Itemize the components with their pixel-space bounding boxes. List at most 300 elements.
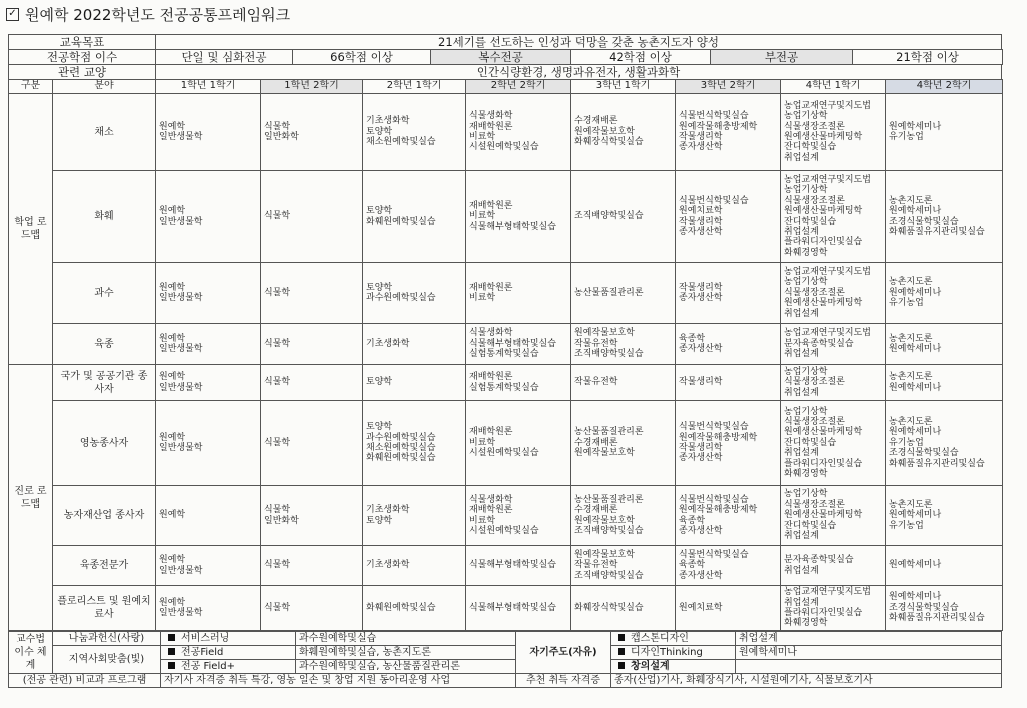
course-name: 원예학세미나 bbox=[889, 560, 942, 571]
course-name: 실험통계학및실습 bbox=[469, 382, 539, 393]
course-name: 식물생장조절론 bbox=[784, 195, 845, 206]
semester-header: 1학년 1학기 bbox=[156, 80, 261, 94]
field-label: 육종 bbox=[53, 324, 156, 365]
course-name: 식물생장조절론 bbox=[784, 499, 845, 510]
course-name: 식물해부형태학및실습 bbox=[469, 602, 556, 613]
course-name: 원예학세미나 bbox=[889, 382, 942, 393]
course-name: 식물해부형태학및실습 bbox=[469, 338, 556, 349]
course-name: 농업기상학 bbox=[784, 111, 828, 122]
course-cell bbox=[363, 546, 466, 586]
roadmap-row bbox=[9, 263, 1003, 324]
course-name: 식물생화학 bbox=[469, 111, 513, 122]
course-name: 식물번식학및실습 bbox=[679, 422, 749, 433]
course-name: 식물번식학및실습 bbox=[679, 195, 749, 206]
course-name: 취업설계 bbox=[784, 597, 819, 608]
course-name: 플라워디자인및실습 bbox=[784, 237, 863, 248]
course-name: 농업기상학 bbox=[784, 366, 828, 377]
course-cell bbox=[261, 401, 363, 486]
course-name: 화훼경영학 bbox=[784, 618, 828, 629]
course-cell bbox=[571, 171, 676, 263]
course-name: 식물학 bbox=[264, 338, 291, 349]
course-cell bbox=[261, 171, 363, 263]
goal-table bbox=[8, 34, 1002, 50]
course-name: 분자육종학및실습 bbox=[784, 555, 854, 566]
course-name: 조경식물학및실습 bbox=[889, 216, 959, 227]
course-name: 잔디학및실습 bbox=[784, 216, 837, 227]
method-courses: 원예학세미나 bbox=[736, 646, 1002, 660]
course-name: 분자육종학및실습 bbox=[784, 338, 854, 349]
course-name: 식물학 bbox=[264, 211, 291, 222]
course-cell bbox=[571, 586, 676, 631]
course-cell bbox=[261, 365, 363, 401]
roadmap-row bbox=[9, 486, 1003, 546]
course-cell bbox=[781, 94, 886, 171]
course-cell bbox=[676, 94, 781, 171]
course-name: 농촌지도론 bbox=[889, 333, 933, 344]
course-name: 농촌지도론 bbox=[889, 499, 933, 510]
course-name: 실험통계학및실습 bbox=[469, 349, 539, 360]
course-name: 원예생산물마케팅학 bbox=[784, 510, 863, 521]
square-bullet-icon bbox=[618, 634, 625, 641]
course-name: 농촌지도론 bbox=[889, 277, 933, 288]
credit-type: 부전공 bbox=[711, 50, 853, 65]
course-name: 원예학 bbox=[159, 432, 186, 443]
method-courses: 화훼원예학및실습, 농촌지도론 bbox=[296, 646, 516, 660]
course-cell bbox=[363, 486, 466, 546]
course-name: 유기농업 bbox=[889, 132, 924, 142]
course-name: 농산물품질관리론 bbox=[574, 494, 644, 505]
course-cell bbox=[466, 365, 571, 401]
sharing-label: 나눔과헌신(사랑) bbox=[53, 632, 161, 646]
course-cell bbox=[676, 486, 781, 546]
program-label: (전공 관련) 비교과 프로그램 bbox=[9, 674, 161, 688]
course-name: 기초생화학 bbox=[366, 116, 410, 127]
course-name: 농업교재연구및지도법 bbox=[784, 328, 871, 339]
course-name: 일반생물학 bbox=[159, 443, 203, 453]
page-title bbox=[6, 4, 290, 25]
course-name: 식물해부형태학및실습 bbox=[469, 221, 556, 232]
course-name: 조직배양학및실습 bbox=[574, 349, 644, 360]
course-name: 조직배양학및실습 bbox=[574, 211, 644, 222]
course-cell bbox=[156, 586, 261, 631]
course-name: 원예학세미나 bbox=[889, 206, 942, 217]
course-name: 화훼경영학 bbox=[784, 247, 828, 258]
method-courses: 과수원예학및실습, 농산물품질관리론 bbox=[296, 660, 516, 674]
title-text: 원예학 2022학년도 전공공통프레임워크 bbox=[25, 6, 291, 24]
course-cell bbox=[676, 586, 781, 631]
course-cell bbox=[781, 263, 886, 324]
course-cell bbox=[886, 171, 1003, 263]
course-cell bbox=[261, 546, 363, 586]
course-name: 화훼경영학 bbox=[784, 469, 828, 480]
semester-header: 2학년 1학기 bbox=[363, 80, 466, 94]
course-cell bbox=[571, 401, 676, 486]
course-cell bbox=[466, 586, 571, 631]
course-name: 재배학원론 bbox=[469, 505, 513, 516]
course-cell bbox=[261, 586, 363, 631]
course-name: 종자생산학 bbox=[679, 344, 723, 354]
course-cell bbox=[466, 263, 571, 324]
col-field: 분야 bbox=[53, 80, 156, 94]
course-name: 화훼품질유지관리및실습 bbox=[889, 613, 985, 624]
course-name: 식물학 bbox=[264, 505, 291, 516]
course-name: 조경식물학및실습 bbox=[889, 448, 959, 459]
course-name: 원예학세미나 bbox=[889, 121, 942, 132]
course-name: 원예치료학 bbox=[679, 206, 723, 217]
course-name: 일반생물학 bbox=[159, 293, 203, 303]
course-name: 식물생장조절론 bbox=[784, 416, 845, 427]
course-name: 시설원예학및실습 bbox=[469, 142, 539, 153]
course-cell bbox=[571, 486, 676, 546]
course-name: 일반생물학 bbox=[159, 565, 203, 576]
course-cell bbox=[676, 546, 781, 586]
course-name: 원예학 bbox=[159, 510, 186, 521]
course-cell bbox=[886, 263, 1003, 324]
course-name: 식물생화학 bbox=[469, 328, 513, 339]
square-bullet-icon bbox=[618, 662, 625, 669]
course-name: 작물생리학 bbox=[679, 216, 723, 227]
course-name: 화훼원예학및실습 bbox=[366, 602, 436, 613]
roadmap-row bbox=[9, 401, 1003, 486]
course-name: 농촌지도론 bbox=[889, 372, 933, 383]
course-name: 비료학 bbox=[469, 515, 496, 526]
course-name: 식물생화학 bbox=[469, 494, 513, 505]
course-name: 과수원예학및실습 bbox=[366, 432, 436, 443]
course-name: 육종학 bbox=[679, 560, 706, 571]
course-name: 비료학 bbox=[469, 132, 496, 142]
course-name: 작물유전학 bbox=[574, 560, 618, 571]
course-name: 재배학원론 bbox=[469, 427, 513, 438]
course-name: 원예작물보호학 bbox=[574, 515, 635, 526]
course-name: 토양학 bbox=[366, 206, 393, 217]
course-name: 토양학 bbox=[366, 126, 393, 137]
course-cell bbox=[676, 263, 781, 324]
course-name: 플라워디자인및실습 bbox=[784, 458, 863, 469]
course-name: 농업기상학 bbox=[784, 277, 828, 288]
course-name: 식물번식학및실습 bbox=[679, 111, 749, 122]
roadmap-row bbox=[9, 171, 1003, 263]
course-name: 농업교재연구및지도법 bbox=[784, 100, 871, 111]
course-cell bbox=[363, 171, 466, 263]
course-cell bbox=[886, 586, 1003, 631]
course-name: 수경재배론 bbox=[574, 505, 618, 516]
course-cell bbox=[156, 486, 261, 546]
course-name: 원예작물해충방제학 bbox=[679, 432, 758, 443]
course-name: 취업설계 bbox=[784, 387, 819, 398]
checkbox-icon: ✓ bbox=[6, 8, 19, 21]
course-cell bbox=[156, 94, 261, 171]
liberal-label: 관련 교양 bbox=[9, 65, 156, 80]
course-name: 취업설계 bbox=[784, 531, 819, 542]
semester-header: 2학년 2학기 bbox=[466, 80, 571, 94]
course-cell bbox=[466, 401, 571, 486]
course-name: 농업교재연구및지도법 bbox=[784, 266, 871, 277]
goal-label: 교육목표 bbox=[9, 35, 156, 50]
course-name: 원예학 bbox=[159, 121, 186, 132]
course-name: 농업기상학 bbox=[784, 489, 828, 500]
field-label: 국가 및 공공기관 종사자 bbox=[53, 365, 156, 401]
course-name: 화훼품질유지관리및실습 bbox=[889, 226, 985, 237]
course-name: 화훼장식학및실습 bbox=[574, 602, 644, 613]
credit-type: 단일 및 심화전공 bbox=[156, 50, 293, 65]
course-name: 원예학세미나 bbox=[889, 510, 942, 521]
course-cell bbox=[466, 546, 571, 586]
roadmap-row bbox=[9, 546, 1003, 586]
method-courses: 과수원예학및실습 bbox=[296, 632, 516, 646]
course-name: 식물번식학및실습 bbox=[679, 494, 749, 505]
course-cell bbox=[781, 586, 886, 631]
course-name: 채소원예학및실습 bbox=[366, 137, 436, 148]
course-cell bbox=[261, 486, 363, 546]
method-courses: 취업설계 bbox=[736, 632, 1002, 646]
course-name: 화훼장식학및실습 bbox=[574, 137, 644, 148]
course-cell bbox=[781, 324, 886, 365]
course-name: 원예학세미나 bbox=[889, 427, 942, 438]
course-name: 취업설계 bbox=[784, 448, 819, 459]
course-name: 취업설계 bbox=[784, 308, 819, 319]
course-cell bbox=[261, 94, 363, 171]
course-name: 일반생물학 bbox=[159, 344, 203, 354]
teaching-table bbox=[8, 631, 1002, 688]
course-name: 유기농업 bbox=[889, 437, 924, 448]
course-name: 원예작물보호학 bbox=[574, 549, 635, 560]
semester-header: 1학년 2학기 bbox=[261, 80, 363, 94]
course-cell bbox=[156, 324, 261, 365]
course-cell bbox=[466, 171, 571, 263]
course-name: 원예작물보호학 bbox=[574, 126, 635, 137]
course-name: 식물학 bbox=[264, 287, 291, 298]
course-cell bbox=[363, 365, 466, 401]
program-value: 자기사 자격증 취득 특강, 영농 일손 및 창업 지원 동아리운영 사업 bbox=[161, 674, 516, 688]
course-name: 수경재배론 bbox=[574, 437, 618, 448]
course-cell bbox=[363, 94, 466, 171]
course-cell bbox=[676, 401, 781, 486]
cert-label: 추천 취득 자격증 bbox=[516, 674, 611, 688]
field-label: 플로리스트 및 원예치료사 bbox=[53, 586, 156, 631]
cert-value: 종자(산업)기사, 화훼장식기사, 시설원예기사, 식물보호기사 bbox=[611, 674, 1002, 688]
community-label: 지역사회맞춤(빛) bbox=[53, 646, 161, 674]
course-name: 취업설계 bbox=[784, 152, 819, 163]
course-name: 취업설계 bbox=[784, 349, 819, 360]
course-name: 농업교재연구및지도법 bbox=[784, 587, 871, 598]
method-item: 캡스톤디자인 bbox=[611, 632, 736, 646]
course-name: 유기농업 bbox=[889, 298, 924, 309]
course-name: 종자생산학 bbox=[679, 226, 723, 237]
course-name: 원예생산물마케팅학 bbox=[784, 132, 863, 142]
course-name: 원예학세미나 bbox=[889, 287, 942, 298]
course-name: 일반생물학 bbox=[159, 216, 203, 227]
course-name: 취업설계 bbox=[784, 226, 819, 237]
course-name: 잔디학및실습 bbox=[784, 520, 837, 531]
course-name: 원예학 bbox=[159, 555, 186, 566]
course-cell bbox=[363, 401, 466, 486]
course-name: 원예작물보호학 bbox=[574, 448, 635, 459]
course-name: 육종학 bbox=[679, 515, 706, 526]
course-name: 원예학세미나 bbox=[889, 592, 942, 603]
method-item: 디자인Thinking bbox=[611, 646, 736, 660]
course-name: 원예작물보호학 bbox=[574, 328, 635, 339]
square-bullet-icon bbox=[168, 662, 175, 669]
course-name: 기초생화학 bbox=[366, 338, 410, 349]
field-label: 영농종사자 bbox=[53, 401, 156, 486]
course-name: 식물학 bbox=[264, 602, 291, 613]
course-name: 재배학원론 bbox=[469, 200, 513, 211]
course-name: 농업기상학 bbox=[784, 406, 828, 417]
course-cell bbox=[363, 586, 466, 631]
course-cell bbox=[571, 546, 676, 586]
field-label: 육종전문가 bbox=[53, 546, 156, 586]
course-name: 일반화학 bbox=[264, 132, 299, 142]
course-name: 식물학 bbox=[264, 377, 291, 388]
square-bullet-icon bbox=[168, 648, 175, 655]
self-label: 자기주도(자유) bbox=[516, 632, 611, 674]
semester-header: 4학년 2학기 bbox=[886, 80, 1003, 94]
method-courses bbox=[736, 660, 1002, 674]
course-cell bbox=[886, 401, 1003, 486]
roadmap-row bbox=[9, 586, 1003, 631]
roadmap-row bbox=[9, 324, 1003, 365]
course-name: 재배학원론 bbox=[469, 372, 513, 383]
method-item: 창의설계 bbox=[611, 660, 736, 674]
course-name: 비료학 bbox=[469, 211, 496, 222]
teaching-label: 교수법 이수 체계 bbox=[9, 632, 53, 674]
course-name: 작물생리학 bbox=[679, 282, 723, 293]
method-item: 전공 Field+ bbox=[161, 660, 296, 674]
course-cell bbox=[261, 263, 363, 324]
course-cell bbox=[571, 94, 676, 171]
course-name: 농촌지도론 bbox=[889, 416, 933, 427]
course-name: 원예학 bbox=[159, 206, 186, 217]
course-name: 식물학 bbox=[264, 560, 291, 571]
course-cell bbox=[156, 401, 261, 486]
course-name: 육종학 bbox=[679, 333, 706, 344]
course-name: 농산물품질관리론 bbox=[574, 287, 644, 298]
course-name: 일반생물학 bbox=[159, 608, 203, 618]
course-cell bbox=[571, 365, 676, 401]
course-name: 농촌지도론 bbox=[889, 195, 933, 206]
course-name: 식물생장조절론 bbox=[784, 287, 845, 298]
course-name: 종자생산학 bbox=[679, 525, 723, 536]
course-cell bbox=[781, 171, 886, 263]
course-name: 화훼품질유지관리및실습 bbox=[889, 458, 985, 469]
semester-header: 4학년 1학기 bbox=[781, 80, 886, 94]
course-cell bbox=[781, 486, 886, 546]
course-name: 과수원예학및실습 bbox=[366, 293, 436, 303]
course-name: 화훼원예학및실습 bbox=[366, 453, 436, 464]
course-cell bbox=[261, 324, 363, 365]
square-bullet-icon bbox=[618, 648, 625, 655]
course-name: 원예학 bbox=[159, 333, 186, 344]
credit-value: 21학점 이상 bbox=[853, 50, 1003, 65]
course-name: 기초생화학 bbox=[366, 505, 410, 516]
course-name: 농업기상학 bbox=[784, 185, 828, 196]
course-cell bbox=[781, 401, 886, 486]
liberal-value: 인간식량환경, 생명과유전자, 생활과화학 bbox=[156, 65, 1002, 80]
course-name: 종자생산학 bbox=[679, 570, 723, 581]
course-name: 원예학 bbox=[159, 597, 186, 608]
course-cell bbox=[466, 94, 571, 171]
course-name: 식물번식학및실습 bbox=[679, 549, 749, 560]
course-name: 작물생리학 bbox=[679, 443, 723, 453]
course-name: 원예학 bbox=[159, 372, 186, 383]
course-name: 작물생리학 bbox=[679, 377, 723, 388]
course-cell bbox=[676, 365, 781, 401]
course-name: 취업설계 bbox=[784, 565, 819, 576]
course-name: 식물생장조절론 bbox=[784, 377, 845, 388]
col-category: 구분 bbox=[9, 80, 53, 94]
course-name: 종자생산학 bbox=[679, 293, 723, 303]
course-name: 식물생장조절론 bbox=[784, 121, 845, 132]
course-name: 원예작물해충방제학 bbox=[679, 505, 758, 516]
credit-value: 42학점 이상 bbox=[571, 50, 711, 65]
credit-type: 복수전공 bbox=[431, 50, 571, 65]
course-name: 재배학원론 bbox=[469, 282, 513, 293]
course-name: 조직배양학및실습 bbox=[574, 570, 644, 581]
course-cell bbox=[886, 324, 1003, 365]
credit-value: 66학점 이상 bbox=[293, 50, 431, 65]
course-name: 유기농업 bbox=[889, 520, 924, 531]
course-name: 조직배양학및실습 bbox=[574, 525, 644, 536]
course-name: 수경재배론 bbox=[574, 116, 618, 127]
course-name: 비료학 bbox=[469, 437, 496, 448]
goal-value: 21세기를 선도하는 인성과 덕망을 갖춘 농촌지도자 양성 bbox=[156, 35, 1002, 50]
course-name: 잔디학및실습 bbox=[784, 437, 837, 448]
course-name: 원예작물해충방제학 bbox=[679, 121, 758, 132]
square-bullet-icon bbox=[168, 634, 175, 641]
course-name: 원예치료학 bbox=[679, 602, 723, 613]
course-cell bbox=[886, 486, 1003, 546]
course-cell bbox=[676, 324, 781, 365]
course-cell bbox=[571, 324, 676, 365]
course-name: 토양학 bbox=[366, 422, 393, 433]
course-name: 기초생화학 bbox=[366, 560, 410, 571]
course-name: 식물학 bbox=[264, 437, 291, 448]
course-cell bbox=[466, 486, 571, 546]
course-name: 잔디학및실습 bbox=[784, 142, 837, 153]
course-name: 작물유전학 bbox=[574, 377, 618, 388]
course-name: 플라워디자인및실습 bbox=[784, 608, 863, 618]
course-name: 비료학 bbox=[469, 293, 496, 303]
course-cell bbox=[363, 263, 466, 324]
course-cell bbox=[363, 324, 466, 365]
course-name: 시설원예학및실습 bbox=[469, 448, 539, 459]
course-name: 조경식물학및실습 bbox=[889, 602, 959, 613]
course-name: 원예학 bbox=[159, 282, 186, 293]
course-name: 농업교재연구및지도법 bbox=[784, 174, 871, 185]
course-cell bbox=[571, 263, 676, 324]
course-name: 종자생산학 bbox=[679, 142, 723, 153]
course-name: 원예생산물마케팅학 bbox=[784, 298, 863, 309]
roadmap-row bbox=[9, 94, 1003, 171]
course-name: 작물생리학 bbox=[679, 132, 723, 142]
course-name: 시설원예학및실습 bbox=[469, 525, 539, 536]
course-name: 일반생물학 bbox=[159, 382, 203, 393]
credit-label: 전공학점 이수 bbox=[9, 50, 156, 65]
semester-header: 3학년 2학기 bbox=[676, 80, 781, 94]
field-label: 채소 bbox=[53, 94, 156, 171]
course-cell bbox=[466, 324, 571, 365]
field-label: 과수 bbox=[53, 263, 156, 324]
course-name: 원예학세미나 bbox=[889, 344, 942, 354]
course-cell bbox=[676, 171, 781, 263]
course-name: 토양학 bbox=[366, 282, 393, 293]
method-item: 전공Field bbox=[161, 646, 296, 660]
roadmap-row bbox=[9, 365, 1003, 401]
course-name: 종자생산학 bbox=[679, 453, 723, 464]
course-cell bbox=[156, 365, 261, 401]
course-cell bbox=[781, 546, 886, 586]
course-cell bbox=[886, 94, 1003, 171]
